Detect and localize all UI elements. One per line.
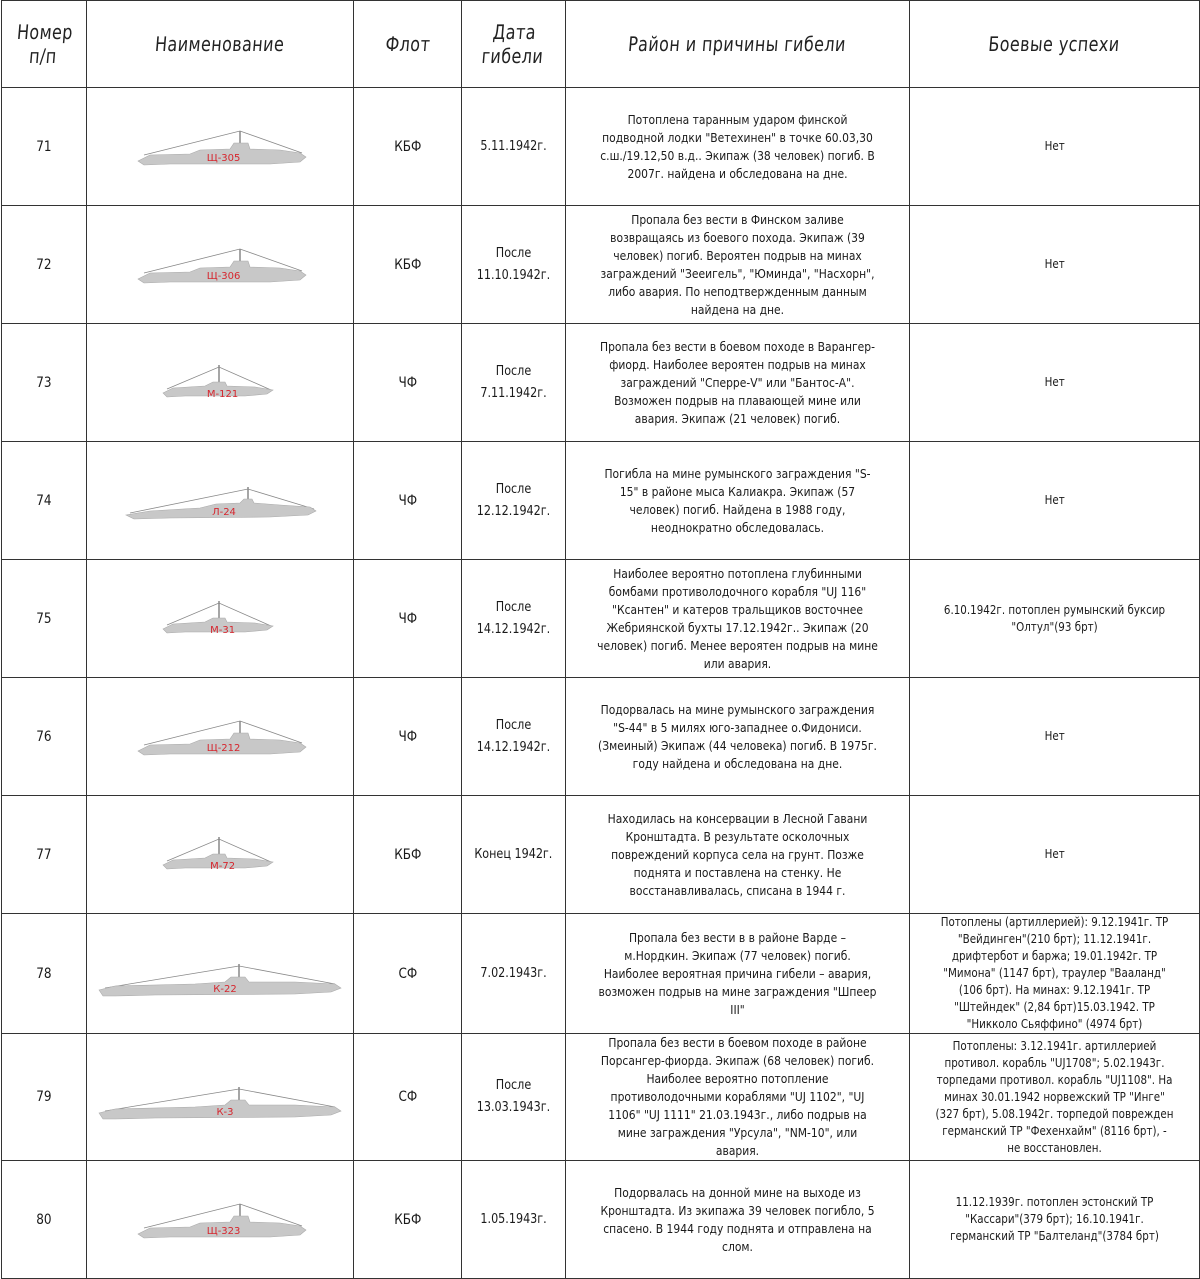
date-cell [462, 88, 566, 206]
submarine-image-cell [87, 88, 354, 206]
date-cell [462, 442, 566, 560]
row-number [2, 1161, 87, 1279]
submarine-silhouette-icon [95, 944, 345, 1004]
header-row [2, 1, 1200, 88]
success-cell [910, 1034, 1200, 1161]
success-cell-text: 6.10.1942г. потоплен румынский буксир "Олтул"(93 брт) [943, 602, 1166, 634]
fleet-cell [354, 206, 462, 324]
reason-cell [566, 678, 910, 796]
reason-cell [566, 1034, 910, 1161]
submarine-silhouette-icon [130, 117, 310, 177]
date-cell [462, 796, 566, 914]
reason-cell-text: Находилась на консервации в Лесной Гавани Кронштадта. В результате осколочных повреждений корпуса села на грунт. Позже поднята и поставлена на стенку. Не восстанавливалась, списана в 1944 г. [607, 810, 868, 898]
row-number [2, 206, 87, 324]
fleet-cell [354, 678, 462, 796]
row-number-text: 73 [36, 374, 52, 391]
table-row [2, 442, 1200, 560]
submarine-silhouette-icon [155, 825, 285, 885]
success-cell [910, 1161, 1200, 1279]
table-row [2, 678, 1200, 796]
submarine-silhouette-icon [120, 471, 320, 531]
header-name: Наименование [87, 1, 354, 88]
fleet-cell-text: ЧФ [398, 728, 417, 745]
date-cell-text: 1.05.1943г. [480, 1211, 547, 1227]
date-cell [462, 1161, 566, 1279]
success-cell [910, 324, 1200, 442]
reason-cell-text: Пропала без вести в Финском заливе возвращаясь из боевого похода. Экипаж (39 человек) погиб. Вероятен подрыв на минах заграждений "Зееигель", "Юминда", "Насхорн", либо авария. По неподтвержденным данным найдена на дне. [600, 211, 875, 317]
reason-cell-text: Наиболее вероятно потоплена глубинными бомбами противолодочного корабля "UJ 116" "Ксантен" и катеров тральщиков восточнее Жебриянской бухты 17.12.1942г.. Экипаж (20 человек) погиб. Менее вероятен подрыв на мине или авария. [597, 565, 878, 671]
submarine-silhouette-icon [155, 589, 285, 649]
fleet-cell [354, 442, 462, 560]
table-row [2, 1034, 1200, 1161]
success-cell [910, 796, 1200, 914]
fleet-cell-text: ЧФ [398, 610, 417, 627]
row-number-text: 79 [36, 1089, 52, 1105]
submarine-image-cell [87, 206, 354, 324]
reason-cell-text: Пропала без вести в в районе Варде – м.Нордкин. Экипаж (77 человек) погиб. Наиболее вероятная причина гибели – авария, возможен подрыв на мине заграждения "Шпеер III" [598, 929, 877, 1017]
fleet-cell [354, 324, 462, 442]
success-cell-text: Нет [1044, 139, 1065, 153]
fleet-cell-text: СФ [398, 1089, 417, 1105]
fleet-cell-text: КБФ [393, 1211, 422, 1228]
row-number-text: 72 [36, 256, 52, 273]
submarine-name: М-31 [210, 624, 236, 636]
header-reason: Район и причины гибели [566, 1, 910, 88]
success-cell [910, 678, 1200, 796]
submarine-image-cell [87, 442, 354, 560]
header-num: Номер п/п [2, 1, 87, 88]
losses-table [1, 0, 1200, 1279]
success-cell-text: 11.12.1939г. потоплен эстонский ТР "Кассари"(379 брт); 16.10.1941г. германский ТР "Балтеланд"(3784 брт) [950, 1195, 1159, 1243]
fleet-cell [354, 1161, 462, 1279]
submarine-image-cell [87, 324, 354, 442]
date-cell [462, 1034, 566, 1161]
fleet-cell-text: КБФ [393, 138, 422, 155]
fleet-cell [354, 560, 462, 678]
row-number-text: 80 [36, 1211, 52, 1228]
date-cell [462, 914, 566, 1034]
fleet-cell-text: КБФ [393, 846, 422, 863]
fleet-cell-text: КБФ [393, 256, 422, 273]
success-cell [910, 914, 1200, 1034]
table-row [2, 560, 1200, 678]
success-cell [910, 442, 1200, 560]
row-number-text: 74 [36, 492, 52, 509]
submarine-image-cell [87, 1161, 354, 1279]
submarine-name: Щ-305 [206, 152, 241, 164]
reason-cell-text: Пропала без вести в боевом походе в районе Порсангер-фиорда. Экипаж (68 человек) погиб. Наиболее вероятно потопление противолодочными кораблями "UJ 1102", "UJ 1106" "UJ 1111" 21.03.1943г., либо подрыв на мине заграждения "Урсула", "NM-10", или авария. [600, 1035, 875, 1158]
reason-cell-text: Потоплена таранным ударом финской подводной лодки "Ветехинен" в точке 60.03,30 с.ш./19.12,50 в.д.. Экипаж (38 человек) погиб. В 2007г. найдена и обследована на дне. [600, 111, 875, 181]
reason-cell [566, 560, 910, 678]
submarine-name: Щ-323 [206, 1225, 241, 1237]
reason-cell [566, 206, 910, 324]
date-cell [462, 206, 566, 324]
success-cell-text: Нет [1044, 847, 1065, 861]
row-number [2, 796, 87, 914]
submarine-image-cell [87, 796, 354, 914]
submarine-name: Л-24 [212, 506, 236, 518]
row-number-text: 78 [36, 965, 52, 982]
success-cell-text: Нет [1044, 375, 1065, 389]
submarine-silhouette-icon [130, 1190, 310, 1250]
date-cell-text: 5.11.1942г. [480, 138, 547, 154]
submarine-image-cell [87, 1034, 354, 1161]
reason-cell-text: Пропала без вести в боевом походе в Варангер-фиорд. Наиболее вероятен подрыв на минах заграждений "Сперре-V" или "Бантос-А". Возможен подрыв на плавающей мине или авария. Экипаж (21 человек) погиб. [599, 338, 876, 426]
fleet-cell [354, 88, 462, 206]
success-cell [910, 88, 1200, 206]
success-cell-text: Потоплены: 3.12.1941г. артиллерией противол. корабль "UJ1708"; 5.02.1943г. торпедами противол. корабль "UJ1108". На минах 30.01.1942 норвежский ТР "Инге"(327 брт), 5.08.1942г. торпедой поврежден германский ТР "Фехенхайм" (8116 брт), - не восстановлен. [935, 1038, 1174, 1155]
success-cell-text: Нет [1044, 493, 1065, 507]
table-row [2, 88, 1200, 206]
success-cell-text: Нет [1044, 257, 1065, 271]
row-number [2, 324, 87, 442]
submarine-name: К-22 [213, 983, 237, 995]
date-cell-text: После 11.10.1942г. [476, 245, 551, 283]
fleet-cell [354, 914, 462, 1034]
submarine-silhouette-icon [130, 707, 310, 767]
table-row [2, 206, 1200, 324]
submarine-silhouette-icon [95, 1067, 345, 1127]
row-number [2, 560, 87, 678]
date-cell-text: После 13.03.1943г. [476, 1078, 551, 1115]
success-cell [910, 206, 1200, 324]
row-number-text: 71 [36, 138, 52, 155]
row-number [2, 678, 87, 796]
success-cell-text: Потоплены (артиллерией): 9.12.1941г. ТР "Вейдинген"(210 брт); 11.12.1941г. дрифтербот и баржа; 19.01.1942г. ТР "Мимона" (1147 брт), траулер "Вааланд" (106 брт). На минах: 9.12.1941г. ТР "Штейндек" (2,84 брт)15.03.1942. ТР "Никколо Сьяффино" (4974 брт) [940, 915, 1169, 1031]
row-number-text: 76 [36, 728, 52, 745]
date-cell [462, 324, 566, 442]
date-cell [462, 678, 566, 796]
submarine-image-cell [87, 678, 354, 796]
date-cell-text: Конец 1942г. [474, 846, 553, 862]
header-fleet: Флот [354, 1, 462, 88]
submarine-name: М-121 [206, 388, 239, 400]
date-cell-text: После 14.12.1942г. [476, 717, 551, 755]
reason-cell [566, 324, 910, 442]
date-cell [462, 560, 566, 678]
table-row [2, 796, 1200, 914]
submarine-name: Щ-306 [206, 270, 241, 282]
reason-cell [566, 914, 910, 1034]
reason-cell [566, 442, 910, 560]
submarine-silhouette-icon [155, 353, 285, 413]
fleet-cell-text: СФ [398, 965, 417, 982]
date-cell-text: 7.02.1943г. [480, 965, 547, 981]
row-number [2, 1034, 87, 1161]
row-number [2, 914, 87, 1034]
reason-cell-text: Подорвалась на мине румынского заграждения "S-44" в 5 милях юго-западнее о.Фидониси.(Змеиный) Экипаж (44 человека) погиб. В 1975г. году найдена и обследована на дне. [598, 701, 877, 771]
submarine-name: Щ-212 [206, 742, 241, 754]
header-success: Боевые успехи [910, 1, 1200, 88]
row-number [2, 88, 87, 206]
table-row [2, 914, 1200, 1034]
submarine-name: М-72 [210, 860, 236, 872]
fleet-cell [354, 796, 462, 914]
date-cell-text: После 7.11.1942г. [480, 363, 547, 401]
row-number-text: 77 [36, 846, 52, 863]
fleet-cell [354, 1034, 462, 1161]
reason-cell-text: Погибла на мине румынского заграждения "S-15" в районе мыса Калиакра. Экипаж (57 человек) погиб. Найдена в 1988 году, неоднократно обследовалась. [604, 465, 871, 535]
date-cell-text: После 14.12.1942г. [476, 599, 551, 637]
submarine-image-cell [87, 914, 354, 1034]
date-cell-text: После 12.12.1942г. [476, 481, 551, 519]
header-date: Дата гибели [462, 1, 566, 88]
submarine-silhouette-icon [130, 235, 310, 295]
reason-cell [566, 796, 910, 914]
reason-cell [566, 1161, 910, 1279]
row-number [2, 442, 87, 560]
submarine-name: К-3 [216, 1107, 234, 1118]
table-row [2, 1161, 1200, 1279]
reason-cell [566, 88, 910, 206]
success-cell [910, 560, 1200, 678]
submarine-image-cell [87, 560, 354, 678]
fleet-cell-text: ЧФ [398, 492, 417, 509]
fleet-cell-text: ЧФ [398, 374, 417, 391]
row-number-text: 75 [36, 610, 52, 627]
table-row [2, 324, 1200, 442]
reason-cell-text: Подорвалась на донной мине на выходе из Кронштадта. Из экипажа 39 человек погибло, 5 спасено. В 1944 году поднята и отправлена на слом. [600, 1184, 875, 1254]
success-cell-text: Нет [1044, 729, 1065, 743]
